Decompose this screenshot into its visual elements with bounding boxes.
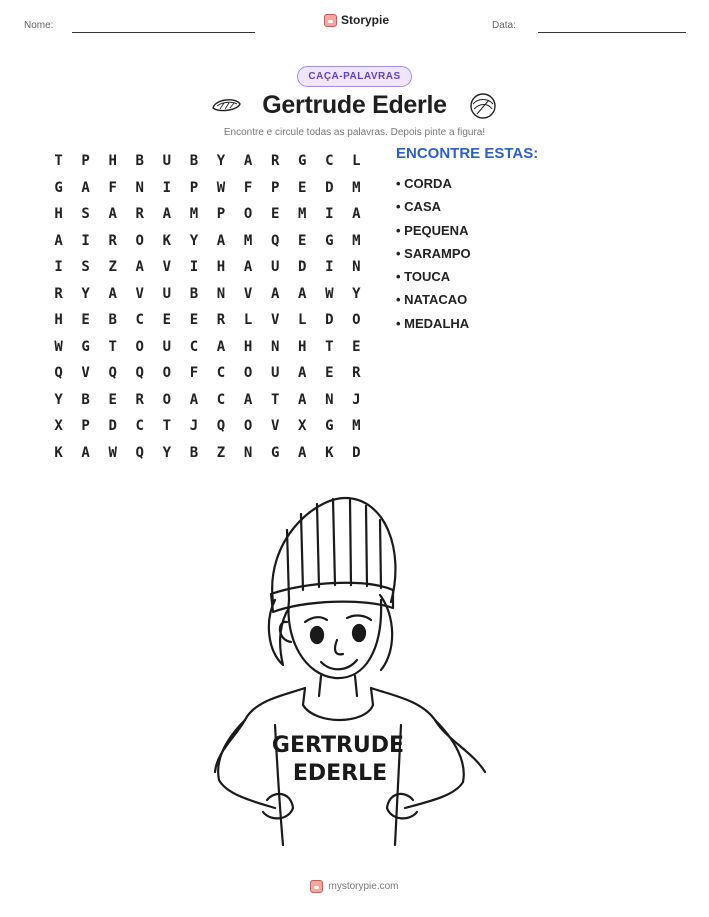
- grid-cell[interactable]: O: [162, 391, 172, 408]
- name-label: Nome:: [24, 20, 54, 31]
- grid-cell[interactable]: D: [325, 179, 334, 196]
- grid-cell[interactable]: E: [162, 312, 172, 329]
- grid-cell[interactable]: Y: [81, 285, 90, 302]
- grid-cell[interactable]: J: [189, 418, 199, 435]
- grid-cell[interactable]: O: [162, 365, 172, 382]
- grid-cell[interactable]: A: [298, 365, 307, 382]
- grid-cell[interactable]: C: [216, 391, 226, 408]
- activity-tag: CAÇA-PALAVRAS: [297, 66, 412, 87]
- grid-cell[interactable]: E: [298, 179, 307, 196]
- grid-cell[interactable]: R: [54, 285, 63, 302]
- grid-cell[interactable]: M: [352, 418, 361, 435]
- grid-cell[interactable]: A: [54, 232, 63, 249]
- grid-cell[interactable]: R: [108, 232, 117, 249]
- word-list: [396, 145, 686, 335]
- grid-cell[interactable]: B: [189, 285, 199, 302]
- grid-cell[interactable]: E: [81, 312, 90, 329]
- grid-cell[interactable]: P: [270, 179, 280, 196]
- grid-cell[interactable]: U: [270, 365, 280, 382]
- grid-cell[interactable]: I: [325, 206, 334, 223]
- grid-cell[interactable]: S: [81, 259, 90, 276]
- brand-name: Storypie: [341, 13, 390, 27]
- grid-cell[interactable]: H: [243, 338, 253, 355]
- grid-cell[interactable]: D: [108, 418, 117, 435]
- instructions: Encontre e circule todas as palavras. Depois pinte a figura!: [223, 127, 486, 138]
- grid-cell[interactable]: F: [108, 179, 117, 196]
- grid-cell[interactable]: G: [325, 418, 334, 435]
- word-item: • TOUCA: [396, 269, 451, 285]
- grid-cell[interactable]: A: [270, 285, 280, 302]
- grid-cell[interactable]: U: [162, 285, 172, 302]
- grid-cell[interactable]: H: [54, 206, 63, 223]
- grid-cell[interactable]: V: [270, 312, 280, 329]
- grid-row: [45, 148, 370, 175]
- grid-cell[interactable]: C: [135, 312, 144, 329]
- grid-cell[interactable]: N: [135, 179, 144, 196]
- grid-cell[interactable]: I: [162, 179, 172, 196]
- grid-row: [45, 175, 370, 202]
- grid-cell[interactable]: Z: [108, 259, 117, 276]
- grid-cell[interactable]: M: [243, 232, 253, 249]
- grid-cell[interactable]: Y: [54, 391, 63, 408]
- grid-cell[interactable]: I: [189, 259, 199, 276]
- grid-cell[interactable]: P: [81, 153, 90, 170]
- grid-cell[interactable]: M: [298, 206, 307, 223]
- grid-cell[interactable]: A: [216, 338, 226, 355]
- grid-cell[interactable]: C: [325, 153, 334, 170]
- word-list-heading: ENCONTRE ESTAS:: [396, 145, 539, 162]
- grid-cell[interactable]: O: [135, 338, 144, 355]
- grid-cell[interactable]: B: [81, 391, 90, 408]
- grid-cell[interactable]: G: [325, 232, 334, 249]
- word-item: • MEDALHA: [396, 315, 470, 331]
- grid-cell[interactable]: C: [216, 365, 226, 382]
- word-item: • NATACAO: [396, 292, 468, 308]
- grid-cell[interactable]: E: [270, 206, 280, 223]
- grid-cell[interactable]: G: [298, 153, 307, 170]
- grid-cell[interactable]: O: [352, 312, 361, 329]
- grid-cell[interactable]: A: [135, 259, 144, 276]
- grid-cell[interactable]: H: [108, 153, 117, 170]
- grid-row: [45, 387, 370, 414]
- grid-cell[interactable]: A: [81, 179, 90, 196]
- grid-cell[interactable]: K: [325, 444, 334, 461]
- grid-cell[interactable]: D: [325, 312, 334, 329]
- footer: [0, 880, 709, 893]
- grid-cell[interactable]: R: [352, 365, 361, 382]
- grid-cell[interactable]: L: [352, 153, 361, 170]
- grid-cell[interactable]: I: [81, 232, 90, 249]
- brand-logo: [324, 13, 389, 27]
- grid-row: [45, 413, 370, 440]
- grid-cell[interactable]: U: [162, 153, 172, 170]
- grid-cell[interactable]: L: [298, 312, 307, 329]
- grid-cell[interactable]: P: [216, 206, 226, 223]
- letter-grid: [45, 148, 370, 466]
- grid-cell[interactable]: A: [189, 391, 199, 408]
- grid-cell[interactable]: Q: [108, 365, 117, 382]
- grid-cell[interactable]: A: [298, 285, 307, 302]
- grid-cell[interactable]: B: [135, 153, 144, 170]
- grid-cell[interactable]: P: [81, 418, 90, 435]
- grid-cell[interactable]: V: [81, 365, 90, 382]
- grid-cell[interactable]: E: [298, 232, 307, 249]
- grid-row: [45, 228, 370, 255]
- grid-cell[interactable]: Y: [162, 444, 172, 461]
- shirt-text-line1: GERTRUDE: [271, 733, 405, 758]
- grid-cell[interactable]: G: [81, 338, 90, 355]
- grid-cell[interactable]: A: [108, 285, 117, 302]
- grid-cell[interactable]: I: [54, 259, 63, 276]
- grid-row: [45, 334, 370, 361]
- grid-cell[interactable]: C: [189, 338, 199, 355]
- grid-cell[interactable]: T: [270, 391, 280, 408]
- name-line: [72, 32, 255, 33]
- grid-cell[interactable]: Y: [216, 153, 226, 170]
- grid-cell[interactable]: A: [81, 444, 90, 461]
- grid-cell[interactable]: E: [108, 391, 117, 408]
- grid-cell[interactable]: A: [216, 232, 226, 249]
- grid-cell[interactable]: B: [108, 312, 117, 329]
- grid-cell[interactable]: W: [216, 179, 226, 196]
- grid-cell[interactable]: X: [298, 418, 307, 435]
- grid-cell[interactable]: T: [54, 153, 63, 170]
- grid-cell[interactable]: R: [216, 312, 226, 329]
- grid-cell[interactable]: E: [189, 312, 199, 329]
- word-item: • CORDA: [396, 176, 452, 191]
- grid-cell[interactable]: M: [352, 232, 361, 249]
- grid-cell[interactable]: U: [162, 338, 172, 355]
- grid-cell[interactable]: N: [270, 338, 280, 355]
- grid-cell[interactable]: F: [243, 179, 253, 196]
- grid-cell[interactable]: Z: [216, 444, 226, 461]
- grid-cell[interactable]: O: [243, 206, 253, 223]
- grid-cell[interactable]: A: [298, 444, 307, 461]
- grid-cell[interactable]: W: [325, 285, 334, 302]
- grid-row: [45, 201, 370, 228]
- grid-cell[interactable]: H: [216, 259, 226, 276]
- grid-cell[interactable]: O: [243, 418, 253, 435]
- pig-icon: [310, 880, 323, 893]
- grid-cell[interactable]: A: [298, 391, 307, 408]
- grid-cell[interactable]: Y: [352, 285, 361, 302]
- word-item: • CASA: [396, 199, 441, 215]
- grid-cell[interactable]: Q: [135, 365, 144, 382]
- grid-cell[interactable]: X: [54, 418, 63, 435]
- grid-cell[interactable]: P: [189, 179, 199, 196]
- grid-cell[interactable]: G: [54, 179, 63, 196]
- pig-icon: [324, 14, 337, 27]
- date-line: [538, 32, 686, 33]
- grid-cell[interactable]: A: [162, 206, 172, 223]
- grid-cell[interactable]: A: [108, 206, 117, 223]
- grid-cell[interactable]: R: [270, 153, 280, 170]
- grid-cell[interactable]: M: [189, 206, 199, 223]
- grid-cell[interactable]: T: [162, 418, 172, 435]
- grid-cell[interactable]: Q: [216, 418, 226, 435]
- grid-row: [45, 281, 370, 308]
- shirt-text-line2: EDERLE: [292, 761, 388, 786]
- grid-cell[interactable]: T: [325, 338, 334, 355]
- grid-cell[interactable]: N: [216, 285, 226, 302]
- grid-cell[interactable]: V: [270, 418, 280, 435]
- grid-cell[interactable]: N: [325, 391, 334, 408]
- grid-cell[interactable]: O: [243, 365, 253, 382]
- gertrude-illustration: [205, 490, 505, 850]
- grid-cell[interactable]: A: [243, 259, 253, 276]
- grid-cell[interactable]: K: [54, 444, 63, 461]
- grid-cell[interactable]: M: [352, 179, 361, 196]
- grid-cell[interactable]: V: [135, 285, 144, 302]
- grid-cell[interactable]: A: [352, 206, 361, 223]
- grid-cell[interactable]: D: [298, 259, 307, 276]
- grid-cell[interactable]: S: [81, 206, 90, 223]
- grid-cell[interactable]: O: [135, 232, 144, 249]
- grid-row: [45, 360, 370, 387]
- grid-cell[interactable]: I: [325, 259, 334, 276]
- grid-cell[interactable]: K: [162, 232, 172, 249]
- grid-cell[interactable]: L: [243, 312, 253, 329]
- shell-icon: [468, 92, 498, 120]
- grid-cell[interactable]: Q: [270, 232, 280, 249]
- grid-cell[interactable]: W: [54, 338, 63, 355]
- grid-cell[interactable]: D: [352, 444, 361, 461]
- grid-cell[interactable]: R: [135, 391, 144, 408]
- word-item: • PEQUENA: [396, 222, 469, 238]
- grid-cell[interactable]: H: [298, 338, 307, 355]
- grid-cell[interactable]: U: [270, 259, 280, 276]
- grid-cell[interactable]: R: [135, 206, 144, 223]
- grid-cell[interactable]: B: [189, 153, 199, 170]
- grid-row: [45, 254, 370, 281]
- grid-cell[interactable]: N: [243, 444, 253, 461]
- grid-cell[interactable]: G: [270, 444, 280, 461]
- grid-cell[interactable]: W: [108, 444, 117, 461]
- grid-cell[interactable]: E: [352, 338, 361, 355]
- word-item: • SARAMPO: [396, 245, 471, 261]
- grid-cell[interactable]: F: [189, 365, 199, 382]
- grid-cell[interactable]: T: [108, 338, 117, 355]
- date-label: Data:: [492, 20, 516, 31]
- grid-cell[interactable]: E: [325, 365, 334, 382]
- grid-row: [45, 307, 370, 334]
- grid-cell[interactable]: Q: [54, 365, 63, 382]
- grid-cell[interactable]: Y: [189, 232, 199, 249]
- grid-cell[interactable]: A: [243, 153, 253, 170]
- grid-cell[interactable]: B: [189, 444, 199, 461]
- grid-cell[interactable]: A: [243, 391, 253, 408]
- grid-cell[interactable]: N: [352, 259, 361, 276]
- grid-cell[interactable]: V: [162, 259, 172, 276]
- footer-url: mystorypie.com: [328, 881, 399, 892]
- page-title: Gertrude Ederle: [262, 91, 447, 119]
- header: [0, 0, 709, 50]
- grid-row: [45, 440, 370, 467]
- grid-cell[interactable]: C: [135, 418, 144, 435]
- grid-cell[interactable]: J: [352, 391, 361, 408]
- grid-cell[interactable]: H: [54, 312, 63, 329]
- grid-cell[interactable]: V: [243, 285, 253, 302]
- grid-cell[interactable]: Q: [135, 444, 144, 461]
